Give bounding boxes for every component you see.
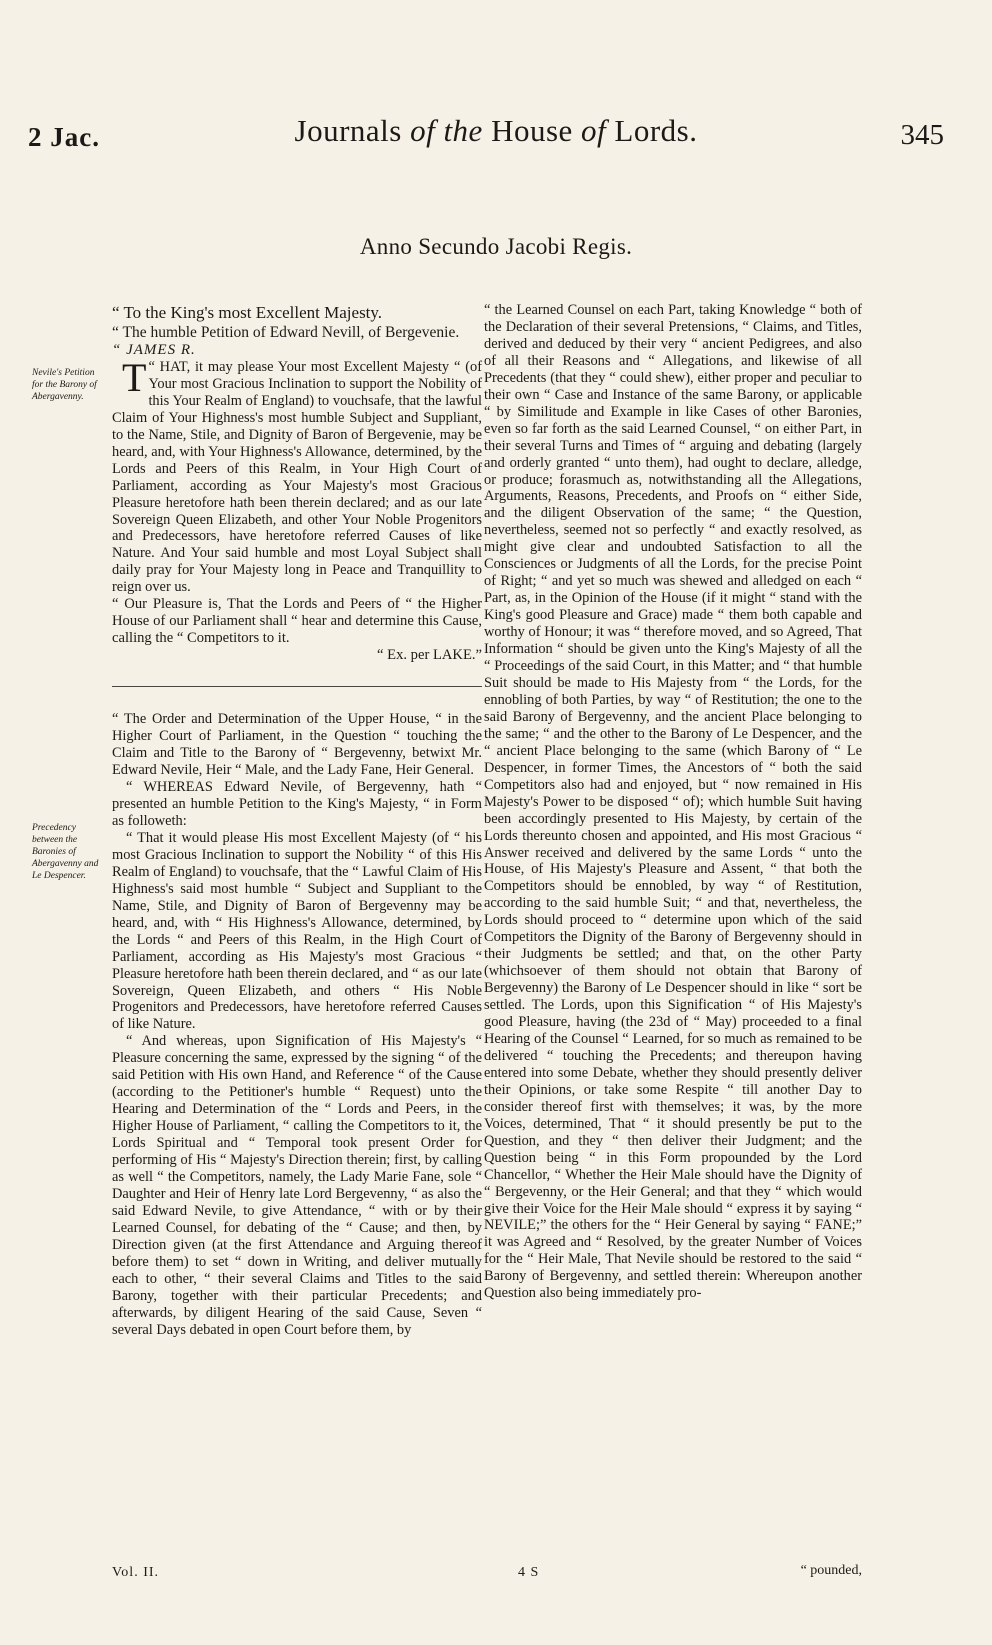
page-number: 345 [900, 119, 944, 151]
petition-paragraph: T “ HAT, it may please Your most Excellent Majesty “ (of Your most Gracious Inclination to support the Nobility of this Your Realm of England) to vouchsafe, that the lawful Claim of Your Highness's most humble Subject and Suppliant, to the Name, Stile, and Dignity of Baron of Bergevenie, may be heard, and, with Your Highness's Allowance, determined, by the Lords and Peers of this Realm, in Your High Court of Parliament, according as Your Majesty's most Gracious Pleasure heretofore hath been therein declared; and as our late Sovereign Queen Elizabeth, and other Your Noble Progenitors and Predecessors, have heretofore referred Causes of like Nature. And Your said humble and most Loyal Subject shall daily pray for Your Majesty long in Peace and Tranquillity to reign over us. [112, 354, 482, 596]
running-head-regnal-year: 2 Jac. [28, 122, 100, 152]
catchword: “ pounded, [800, 1563, 862, 1578]
royal-pleasure: “ Our Pleasure is, That the Lords and Peers of “ the Higher House of our Parliament shall “ hear and determine this Cause, calling the “ Competitors to it. [112, 596, 482, 647]
signature-mark: 4 S [518, 1565, 540, 1580]
petition-recital: “ That it would please His most Excellent Majesty (of “ his most Gracious Inclination to support the Nobility “ of this His Realm of England) to vouchsafe, that the “ Lawful Claim of His Highness's said most humble “ Subject and Suppliant to the Name, Stile, and Dignity of Baron of Bergevenny may be heard, and, with “ His Highness's Allowance, determined, by the Lords “ and Peers of this Realm, in the High Court of Parliament, according as His Majesty's most Gracious “ Pleasure heretofore hath been therein declared, and “ as our late Sovereign, Queen Elizabeth, and others “ His Noble Progenitors and Predecessors, have heretofore referred Causes of like Nature. [112, 829, 482, 1033]
petition-title: “ The humble Petition of Edward Nevill, of Bergevenie. [112, 324, 460, 341]
order-title: “ The Order and Determination of the Upper House, “ in the Higher Court of Parliament, in the Question “ touching the Claim and Title to the Barony of “ Bergevenny, betwixt Mr. Edward Nevile, Heir “ Male, and the Lady Fane, Heir General. [112, 711, 482, 779]
margin-note-precedency: Precedency between the Baronies of Abergavenny and Le Despencer. [32, 823, 99, 881]
drop-cap: T [122, 354, 147, 400]
determination-paragraph: “ the Learned Counsel on each Part, taking Knowledge “ both of the Declaration of their several Pretensions, “ Claims, and Titles, derived and deduced by their very “ ancient Pedigrees, and also of all their Reasons and “ Allegations, and likewise of all Precedents (that they “ could shew), either proper and peculiar to their own “ Case and Instance of the same Barony, or applicable “ by Similitude and Example in like Cases of other Baronies, even so far forth as the said Learned Counsel, “ on either Part, in their several Turns and Times of “ arguing and debating (largely and orderly granted “ unto them), had ought to declare, alledge, or produce; forasmuch as, notwithstanding all the Allegations, Arguments, Reasons, Precedents, and Proofs on “ either Side, and the diligent Observation of the same; “ the Question, nevertheless, seemed not so perfectly “ and exactly resolved, as might give clear and undoubted Satisfaction to all the Consciences or Judgments of all the Lords, for the precise Point of Right; “ and yet so much was shewed and alledged on each “ Part, as, in the Opinion of the House (if it might “ stand with the King's good Pleasure and Grace) made “ them both capable and worthy of Honour; it was “ therefore moved, and so Agreed, That Information “ should be given unto the King's Majesty of all the “ Proceedings of the said Court, in this Matter; and “ that humble Suit should be made to His Majesty from “ the Lords, for the ennobling of both Parties, by way “ of Restitution; the one to the said Barony of Bergevenny, and the ancient Place belonging to the same; “ and the other to the Barony of Le Despencer, and the “ ancient Place belonging to the same (which Barony of “ Le Despencer, in former Times, the Ancestors of “ both the said Competitors also had and enjoyed, but “ now remained in His Majesty's Power to be disposed “ of); which humble Suit having been accordingly presented to His Majesty, by certain of the Lords thereunto chosen and appointed, and His most Gracious “ Answer received and delivered by the same Lords “ unto the House, of His Majesty's Pleasure and Assent, “ that both the Competitors should be ennobled, by way “ of Restitution, according to the said humble Suit; “ and that, nevertheless, the Lords should proceed to “ determine upon which of the said Competitors the Dignity of the Barony of Bergevenny should in their Judgments be settled; and that, on the other Party (whichsoever of them should not obtain that Barony of Bergevenny) the Barony of Le Despencer should in like “ sort be settled. The Lords, upon this Signification “ of His Majesty's good Pleasure, having (the 23d of “ May) proceeded to a final Hearing of the Counsel “ Learned, for so much as remained to be delivered “ touching the Precedents; and thereupon having entered into some Debate, whether they should presently deliver their Opinions, or take some Respite “ till another Day to consider thereof first with themselves; it was, by the more Voices, determined, That “ it should presently be put to the Question, and they “ then deliver their Judgment; and the Question being “ in this Form propounded by the Lord Chancellor, “ Whether the Heir Male should have the Dignity of “ Bergevenny, or the Heir General; and that they “ which would give their Voice for the Heir Male should “ express it by saying “ NEVILE;” the others for the “ Heir General by saying “ FANE;” it was Agreed and “ Resolved, by the greater Number of Voices for the “ Heir Male, That Nevile should be restored to the said “ Barony of Bergevenny, and settled therein: Whereupon another Question also being immediately pro- [484, 302, 862, 1302]
left-column [112, 302, 482, 1339]
section-divider [112, 686, 482, 687]
address-to-king: “ To the King's most Excellent Majesty. [112, 303, 383, 322]
royal-signature-heading: “ JAMES R. [112, 342, 196, 358]
margin-note-petition: Nevile's Petition for the Barony of Abergavenny. [32, 368, 97, 402]
whereas-paragraph: “ WHEREAS Edward Nevile, of Bergevenny, hath “ presented an humble Petition to the King's Majesty, “ in Form as followeth: [112, 779, 482, 829]
right-column [484, 302, 862, 1302]
volume-mark: Vol. II. [112, 1565, 160, 1580]
and-whereas-paragraph: “ And whereas, upon Signification of His Majesty's “ Pleasure concerning the same, expressed by the signing “ of the said Petition with His own Hand, and Reference “ of the Cause (according to the Petitioner's humble “ Request) unto the Hearing and Determination of the “ Lords and Peers, in the Higher House of Parliament, “ calling the Competitors to it, the Lords Spiritual and “ Temporal took present Order for performing of His “ Majesty's Direction therein; first, by calling as well “ the Competitors, namely, the Lady Marie Fane, sole “ Daughter and Heir of Henry late Lord Bergevenny, “ as also the said Edward Nevile, to give Attendance, “ with or by their Learned Counsel, for debating of the “ Cause; and then, by Direction given (at the first Attendance and Arguing thereof before them) to set “ down in Writing, and deliver mutually each to other, “ their several Claims and Titles to the said Barony, together with their particular Precedents; and afterwards, by diligent Hearing of the said Cause, Seven “ several Days debated in open Court before them, by [112, 1033, 482, 1338]
running-head-title: Journals of the House of Lords. [294, 113, 698, 148]
session-title: Anno Secundo Jacobi Regis. [359, 234, 633, 259]
clerk-signature: “ Ex. per LAKE.” [377, 647, 482, 664]
